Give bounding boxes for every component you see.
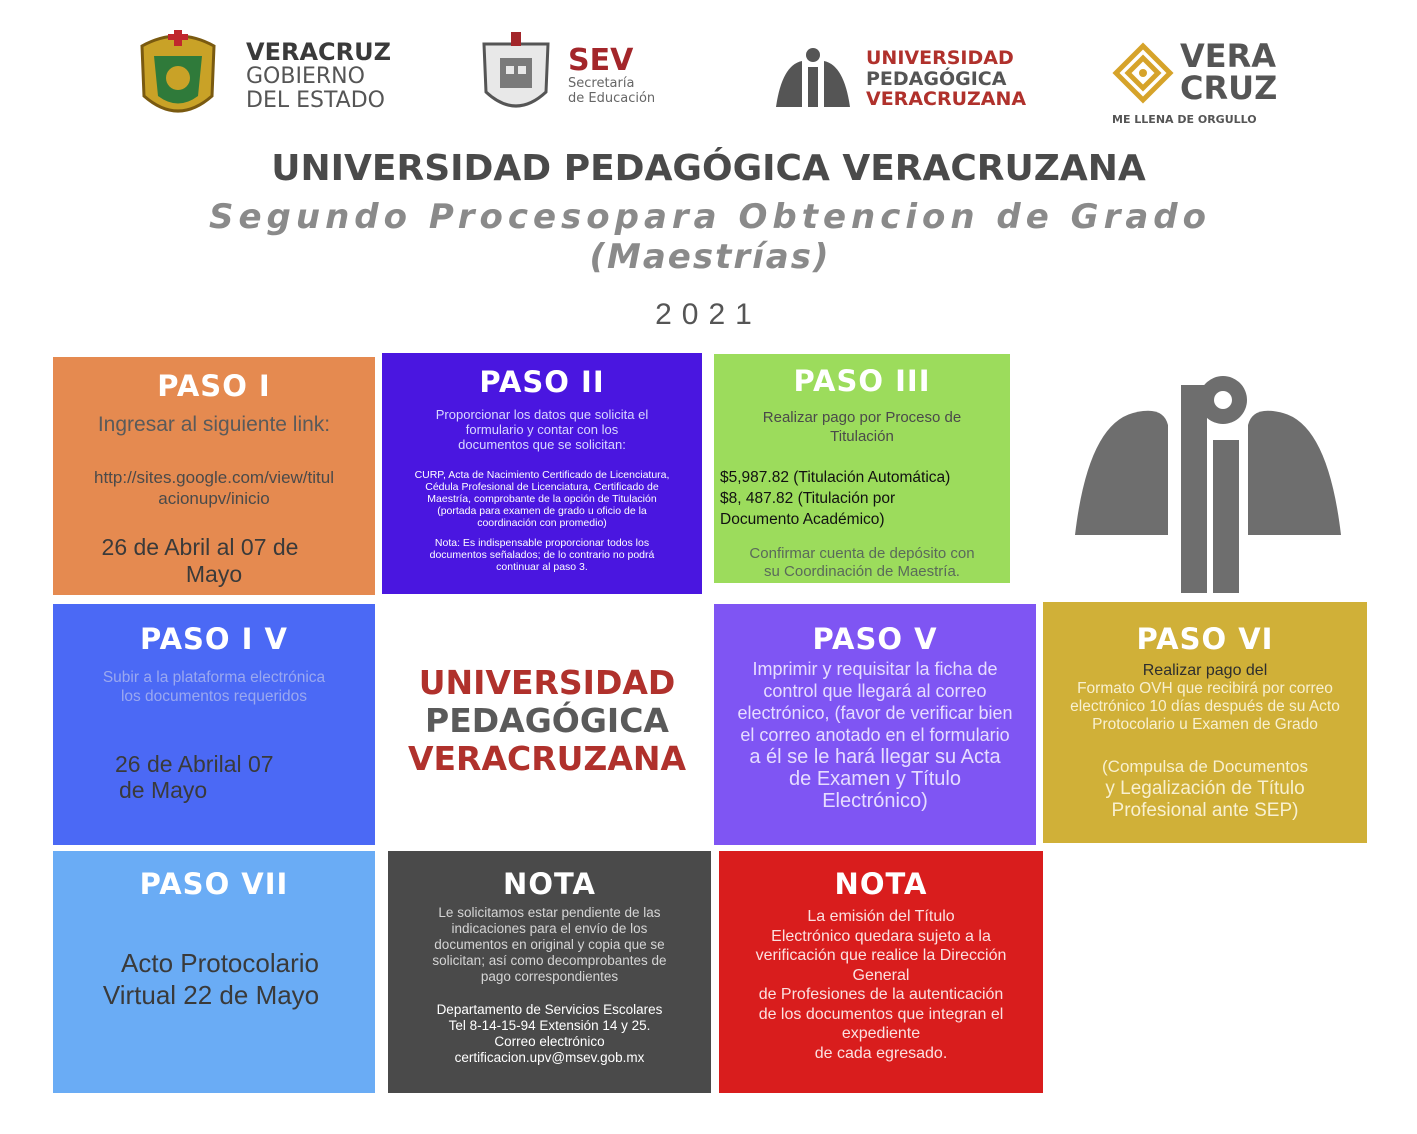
paso2-intro-line2: formulario y contar con los <box>465 422 619 437</box>
subtitle-line1: Segundo Procesopara Obtencion de Grado <box>209 197 1211 237</box>
paso2-intro-line3: documentos que se solicitan: <box>458 437 626 452</box>
upv-center-wordmark <box>392 664 702 778</box>
paso1-box <box>53 357 375 595</box>
center-logo-line2: PEDAGÓGICA <box>425 701 669 740</box>
nota2-line8: de cada egresado. <box>814 1044 948 1062</box>
nota1-email-link[interactable]: certificacion.upv@msev.gob.mx <box>454 1050 645 1065</box>
paso7-line2: Virtual 22 de Mayo <box>102 980 320 1010</box>
paso5-line3: electrónico, (favor de verificar bien <box>737 703 1013 723</box>
veracruz-coat-of-arms-icon <box>132 26 224 126</box>
nota1-line1: Le solicitamos estar pendiente de las <box>438 905 661 920</box>
paso6-line3: electrónico 10 días después de su Acto <box>1070 698 1340 715</box>
logo3-line3: VERACRUZANA <box>866 88 1027 111</box>
upv-header-logo <box>772 44 1042 114</box>
paso1-date <box>53 534 375 588</box>
paso3-intro-line1: Realizar pago por Proceso de <box>762 409 962 426</box>
paso2-intro <box>382 407 702 452</box>
subtitle-line2: (Maestrías) <box>589 237 831 277</box>
logo3-line2: PEDAGÓGICA <box>866 67 1007 90</box>
nota1-contact3: Correo electrónico <box>494 1034 605 1049</box>
nota1-text <box>388 905 711 985</box>
logo4-line3: ME LLENA DE ORGULLO <box>1112 113 1257 126</box>
paso2-docs-line1: CURP, Acta de Nacimiento Certificado de Licenciatura, <box>414 469 670 481</box>
paso4-intro-line2: los documentos requeridos <box>120 688 308 705</box>
paso2-note <box>382 537 702 573</box>
upv-large-bell-icon <box>1073 365 1343 595</box>
paso2-docs <box>382 469 702 529</box>
paso2-docs-line2: Cédula Profesional de Licenciatura, Certificado de <box>425 481 659 493</box>
nota2-box <box>719 851 1043 1093</box>
logo3-line1: UNIVERSIDAD <box>866 46 1014 69</box>
paso5-text <box>714 658 1036 812</box>
paso4-title: PASO I V <box>139 622 288 656</box>
upv-bell-icon <box>772 47 854 111</box>
paso6-text <box>1043 662 1367 734</box>
paso5-box <box>714 604 1036 845</box>
nota2-line1: La emisión del Título <box>807 908 955 925</box>
center-logo-line1: UNIVERSIDAD <box>418 663 676 702</box>
paso4-box <box>53 604 375 845</box>
paso1-date-line2: Mayo <box>185 561 243 587</box>
paso2-title: PASO II <box>479 365 605 399</box>
paso5-line5: a él se le hará llegar su Acta <box>749 746 1001 768</box>
nota1-line4: solicitan; así como decomprobantes de <box>432 953 667 968</box>
paso6-line5: (Compulsa de Documentos <box>1102 757 1308 776</box>
paso2-docs-line4: (portada para examen de grado u oficio de la <box>437 505 647 517</box>
veracruz-gobierno-logo <box>132 26 402 126</box>
paso5-line7: Electrónico) <box>822 790 928 812</box>
paso4-date-line1: 26 de Abrilal 07 <box>115 751 274 777</box>
page-title: UNIVERSIDAD PEDAGÓGICA VERACRUZANA <box>271 148 1146 189</box>
paso2-note-line3: continuar al paso 3. <box>496 561 588 573</box>
paso6-title: PASO VI <box>1136 622 1274 656</box>
nota1-box <box>388 851 711 1093</box>
paso7-line1: Acto Protocolario <box>121 948 319 978</box>
paso3-price-line3: Documento Académico) <box>720 511 885 528</box>
sev-logo-text <box>568 44 655 106</box>
upv-header-logo-text <box>866 48 1026 111</box>
paso5-line4: el correo anotado en el formulario <box>740 725 1010 745</box>
paso5-line1: Imprimir y requisitar la ficha de <box>752 659 998 679</box>
paso3-box <box>714 354 1010 583</box>
nota2-line6: de los documentos que integran el <box>758 1005 1004 1023</box>
paso1-intro: Ingresar al siguiente link: <box>97 413 331 436</box>
paso7-text <box>71 947 351 1011</box>
nota2-line4: General <box>852 966 910 984</box>
paso6-line2: Formato OVH que recibirá por correo <box>1077 680 1333 697</box>
paso1-link-line1: http://sites.google.com/view/titul <box>93 468 334 487</box>
logo1-line2: GOBIERNO <box>246 64 365 89</box>
paso6-extra <box>1043 756 1367 822</box>
paso1-link[interactable] <box>53 467 375 509</box>
paso2-docs-line5: coordinación con promedio) <box>477 517 607 529</box>
paso7-title: PASO VII <box>139 867 289 901</box>
logo1-line1: VERACRUZ <box>246 37 392 66</box>
paso6-line6: y Legalización de Título <box>1105 778 1305 799</box>
paso3-confirm-line2: su Coordinación de Maestría. <box>764 563 960 580</box>
nota2-line3: verificación que realice la Dirección <box>755 947 1007 964</box>
paso2-note-line1: Nota: Es indispensable proporcionar todos los <box>434 537 650 549</box>
paso3-confirm <box>714 545 1010 581</box>
nota1-line2: indicaciones para el envío de los <box>451 921 648 936</box>
paso3-intro <box>714 408 1010 446</box>
veracruz-knot-icon <box>1112 42 1174 104</box>
logo2-line1: SEV <box>568 43 634 79</box>
paso6-box <box>1043 602 1367 843</box>
paso6-line4: Protocolario u Examen de Grado <box>1092 716 1318 733</box>
paso4-date <box>115 751 274 803</box>
logo2-line2: Secretaría <box>568 76 635 92</box>
paso1-title: PASO I <box>157 369 271 403</box>
nota2-line5: de Profesiones de la autenticación <box>758 986 1004 1003</box>
paso3-price-line2: $8, 487.82 (Titulación por <box>720 490 896 507</box>
paso2-box <box>382 353 702 594</box>
sev-logo <box>476 30 686 120</box>
logo4-line2: CRUZ <box>1180 69 1278 107</box>
paso1-link-line2: acionupv/inicio <box>158 489 270 508</box>
year-label: 2021 <box>655 298 762 331</box>
paso3-intro-line2: Titulación <box>830 428 894 445</box>
logo2-line3: de Educación <box>568 90 656 106</box>
center-logo-line3: VERACRUZANA <box>407 739 687 778</box>
veracruz-logo-text <box>246 39 391 114</box>
nota2-title: NOTA <box>834 867 928 901</box>
page-subtitle <box>150 197 1270 277</box>
paso4-date-line2: de Mayo <box>119 777 208 803</box>
nota1-title: NOTA <box>503 867 596 901</box>
paso2-docs-line3: Maestría, comprobante de la opción de Titulación <box>427 493 657 505</box>
nota1-contact1: Departamento de Servicios Escolares <box>436 1002 663 1017</box>
nota2-line2: Electrónico quedara sujeto a la <box>771 927 991 945</box>
paso5-line6: de Examen y Título <box>789 768 961 790</box>
paso1-date-line1: 26 de Abril al 07 de <box>101 534 299 560</box>
nota1-contact <box>388 1002 711 1066</box>
logo1-line3: DEL ESTADO <box>246 88 385 114</box>
sev-shield-icon <box>476 30 556 120</box>
logo4-line1: VERA <box>1180 37 1277 75</box>
nota1-contact2: Tel 8-14-15-94 Extensión 14 y 25. <box>448 1018 651 1033</box>
paso4-intro <box>53 668 375 706</box>
paso5-title: PASO V <box>812 622 938 656</box>
paso6-line1: Realizar pago del <box>1142 662 1268 679</box>
paso5-line2: control que llegará al correo <box>763 681 987 701</box>
paso3-price-line1: $5,987.82 (Titulación Automática) <box>720 469 951 486</box>
paso6-line7: Profesional ante SEP) <box>1111 800 1299 821</box>
paso3-prices <box>720 467 950 530</box>
paso7-box <box>53 851 375 1093</box>
veracruz-orgullo-logo <box>1112 37 1292 132</box>
paso2-note-line2: documentos señalados; de lo contrario no podrá <box>429 549 655 561</box>
paso3-confirm-line1: Confirmar cuenta de depósito con <box>749 545 975 562</box>
paso2-intro-line1: Proporcionar los datos que solicita el <box>435 407 649 422</box>
nota1-line3: documentos en original y copia que se <box>434 937 665 952</box>
paso3-title: PASO III <box>793 364 931 398</box>
paso4-intro-line1: Subir a la plataforma electrónica <box>102 669 326 686</box>
nota2-line7: expediente <box>841 1025 921 1042</box>
nota2-text <box>719 907 1043 1063</box>
nota1-line5: pago correspondientes <box>480 969 619 984</box>
